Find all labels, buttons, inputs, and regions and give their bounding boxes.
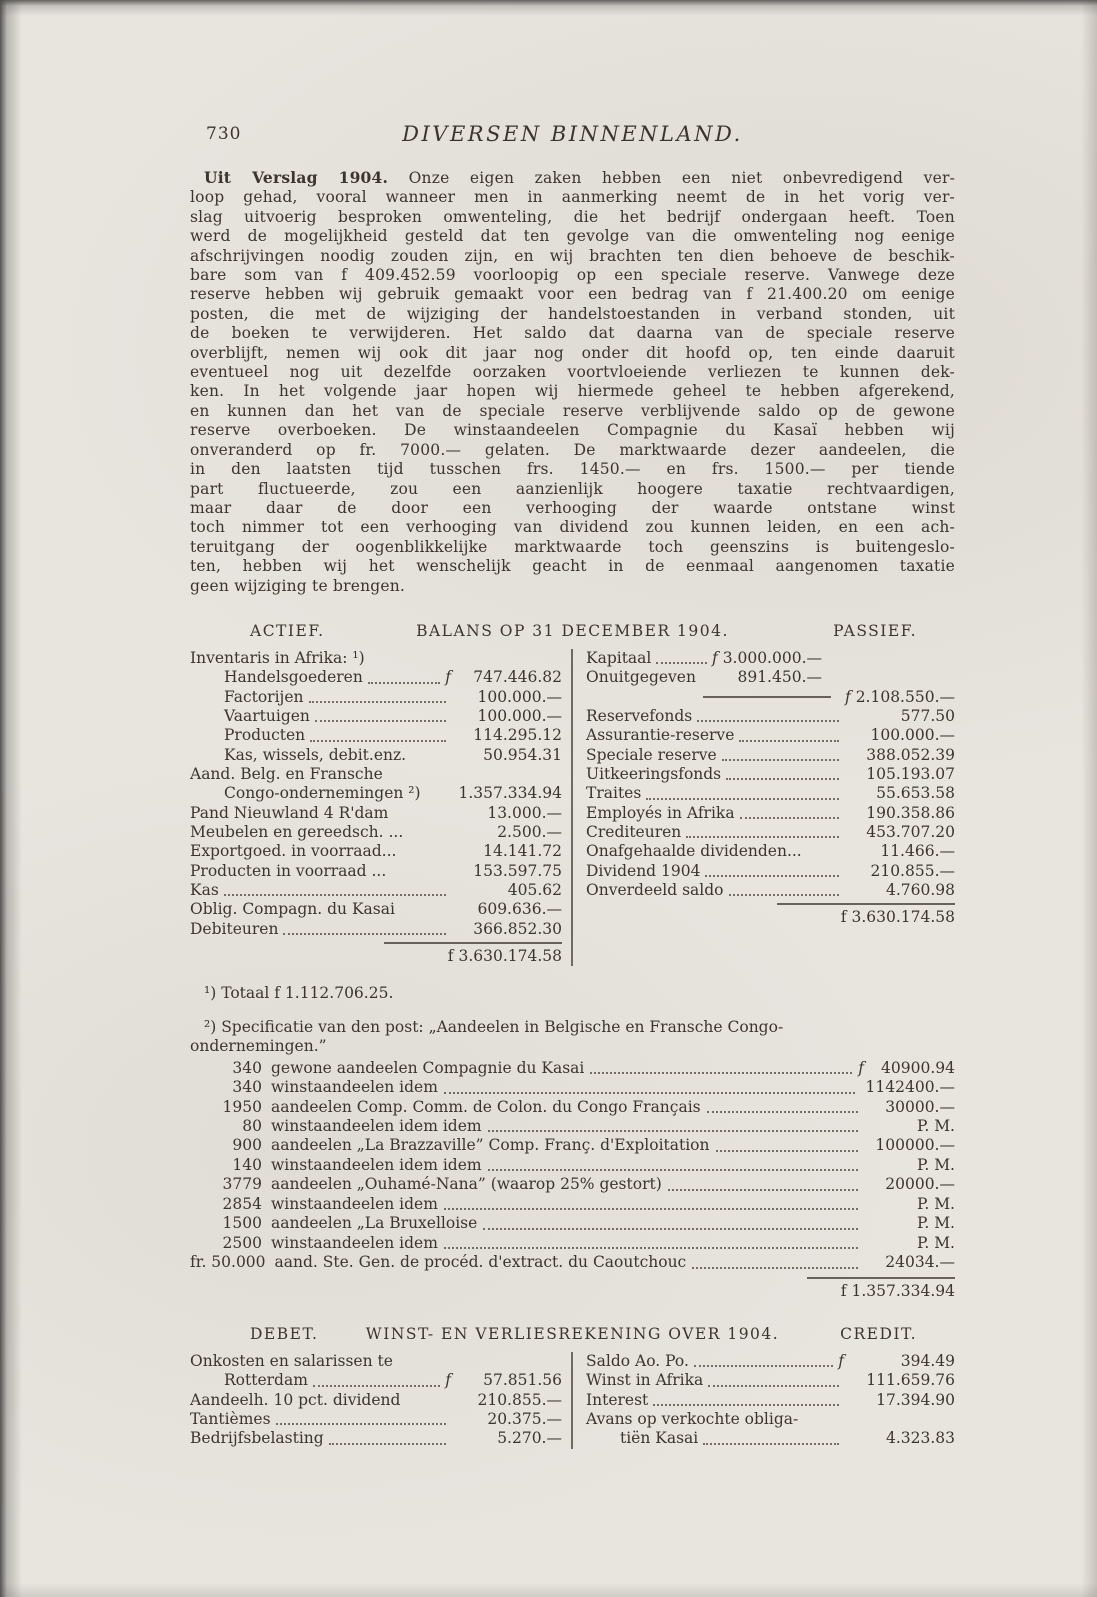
row-amount: 388.052.39 [866, 745, 955, 764]
leader-dots [444, 1247, 858, 1249]
row-amount [456, 1352, 562, 1371]
leader-dots [488, 1130, 858, 1132]
report-line-text: eventueel nog uit dezelfde oorzaken voortvloeiende verliezen te kunnen dek- [190, 363, 955, 382]
row-label: Pand Nieuwland 4 R'dam [190, 803, 389, 822]
credit-label: CREDIT. [840, 1325, 917, 1344]
credit-rows [586, 1352, 955, 1449]
row-label: Winst in Afrika [586, 1371, 704, 1390]
spec-label: aand. Ste. Gen. de procéd. d'extract. du Caoutchouc [274, 1253, 687, 1272]
row-label: Avans op verkochte obliga- [586, 1410, 799, 1429]
report-line [190, 208, 955, 227]
row-label: Reservefonds [586, 706, 693, 725]
report-line-text: onveranderd op fr. 7000.— gelaten. De marktwaarde dezer aandeelen, die [190, 440, 955, 459]
report-line-text: teruitgang der oogenblikkelijke marktwaarde toch geenszins is buitengeslo- [190, 537, 955, 556]
leader-dots [722, 759, 839, 761]
report-line [190, 324, 955, 343]
leader-dots [686, 836, 839, 838]
report-line [190, 382, 955, 401]
report-line [190, 247, 955, 266]
leader-dots [309, 701, 446, 703]
row-amount: 4.323.83 [885, 1429, 955, 1448]
spec-row [190, 1156, 955, 1175]
pnl-sheet [190, 1325, 955, 1449]
spec-amount: P. M. [917, 1155, 955, 1174]
balance-row [190, 862, 562, 881]
report-line-text: werd de mogelijkheid gesteld dat ten gevolge van die omwenteling nog eenige [190, 227, 955, 246]
report-first-line-text: Onze eigen zaken hebben een niet onbevredigend ver- [388, 169, 956, 187]
report-line [190, 227, 955, 246]
specification-total: f 1.357.334.94 [807, 1277, 955, 1301]
row-amount: 747.446.82 [473, 668, 562, 687]
row-label: Inventaris in Afrika: ¹) [190, 648, 365, 667]
spec-amount: 40900.94 [881, 1058, 955, 1077]
spec-qty: 140 [232, 1155, 262, 1174]
pnl-header [190, 1325, 955, 1345]
row-label: Exportgoed. in voorraad... [190, 842, 397, 861]
report-line-text: toch nimmer tot een verhooging van dividend zou kunnen leiden, en een ach- [190, 518, 955, 537]
leader-dots [488, 1169, 858, 1171]
balance-sheet [190, 622, 955, 967]
leader-dots [707, 1111, 858, 1113]
leader-dots [411, 759, 446, 761]
spec-label: gewone aandeelen Compagnie du Kasai [271, 1058, 585, 1077]
row-amount: 453.707.20 [866, 823, 955, 842]
spec-amount: 30000.— [885, 1097, 955, 1116]
florin-sign: f [838, 1352, 844, 1371]
row-label: Kas [190, 881, 219, 900]
row-amount: 3.000.000.— [722, 648, 822, 667]
report-line-text: part fluctueerde, zou een aanzienlijk hoogere taxatie rechtvaardigen, [190, 479, 955, 498]
row-label: Oblig. Compagn. du Kasai [190, 900, 395, 919]
spec-label: aandeelen Comp. Comm. de Colon. du Congo Français [271, 1097, 701, 1116]
leader-dots [444, 1208, 858, 1210]
debet-column [190, 1352, 573, 1449]
leader-dots [370, 662, 446, 664]
leader-dots [726, 778, 839, 780]
leader-dots [656, 662, 707, 664]
balans-title: BALANS OP 31 DECEMBER 1904. [416, 621, 729, 640]
leader-dots [393, 817, 446, 819]
spec-qty: 80 [242, 1117, 262, 1136]
row-label: Speciale reserve [586, 745, 717, 764]
leader-dots [716, 1150, 859, 1152]
passief-rows [586, 649, 955, 900]
leader-dots [401, 856, 446, 858]
report-line [190, 402, 955, 421]
row-amount: 4.760.98 [885, 881, 955, 900]
actief-total-row [190, 942, 562, 966]
report-line [190, 538, 955, 557]
leader-dots [694, 1365, 833, 1367]
passief-label: PASSIEF. [833, 621, 917, 640]
row-amount [456, 765, 562, 784]
row-label: Kas, wissels, debit.enz. [224, 745, 407, 764]
leader-dots [668, 1189, 858, 1191]
leader-dots [692, 1267, 858, 1269]
row-label: Employés in Afrika [586, 803, 735, 822]
report-line-text: in den laatsten tijd tusschen frs. 1450.— en frs. 1500.— per tiende [190, 460, 955, 479]
balance-row [190, 784, 562, 803]
report-line [190, 188, 955, 207]
florin-sign: f [445, 668, 451, 687]
balance-row [190, 746, 562, 765]
spec-qty: fr. 50.000 [190, 1253, 266, 1272]
actief-column [190, 649, 573, 967]
spec-qty: 1500 [222, 1214, 262, 1233]
row-label: Traites [586, 784, 642, 803]
row-label: Tantièmes [190, 1410, 271, 1429]
balance-row [586, 746, 955, 765]
row-amount: 14.141.72 [483, 842, 562, 861]
credit-column [573, 1352, 955, 1449]
pnl-row [190, 1371, 562, 1390]
balance-row [190, 688, 562, 707]
balance-row [190, 649, 562, 668]
balance-row [586, 784, 955, 803]
leader-dots [224, 894, 446, 896]
leader-dots [703, 1443, 839, 1445]
leader-dots [653, 1404, 839, 1406]
row-amount: 891.450.— [737, 668, 822, 687]
row-amount: 210.855.— [870, 861, 955, 880]
balance-row [586, 707, 955, 726]
row-amount: 13.000.— [487, 803, 562, 822]
report-paragraph [190, 168, 955, 596]
spec-row [190, 1253, 955, 1272]
row-amount: 17.394.90 [876, 1390, 955, 1409]
page-content [190, 0, 955, 1449]
passief-total: f 3.630.174.58 [777, 903, 955, 927]
row-label: Saldo Ao. Po. [586, 1352, 689, 1371]
balance-row [190, 668, 562, 687]
row-amount: 20.375.— [487, 1410, 562, 1429]
footnote-specificatie-line2: ondernemingen.” [190, 1037, 327, 1056]
leader-dots [315, 720, 446, 722]
leader-dots [368, 682, 440, 684]
row-label: Meubelen en gereedsch. ... [190, 823, 404, 842]
row-label: Kapitaal [586, 648, 652, 667]
row-amount: 100.000.— [477, 687, 562, 706]
balance-row [190, 881, 562, 900]
report-line-text: geen wijziging te brengen. [190, 576, 406, 595]
report-line-text: slag uitvoerig besproken omwenteling, die het bedrijf ondergaan heeft. Toen [190, 207, 955, 226]
balance-row [586, 649, 955, 668]
spec-label: aandeelen „La Brazzaville” Comp. Franç. d'Exploitation [271, 1136, 710, 1155]
balance-row [190, 823, 562, 842]
spec-qty: 2500 [222, 1233, 262, 1252]
spec-label: aandeelen „La Bruxelloise [271, 1214, 478, 1233]
report-line [190, 285, 955, 304]
sum-rule [703, 696, 831, 698]
passief-total-row [586, 903, 955, 927]
row-amount: 5.270.— [497, 1429, 562, 1448]
row-amount: 100.000.— [477, 706, 562, 725]
row-label: Aandeelh. 10 pct. dividend [190, 1390, 401, 1409]
balance-row [586, 726, 955, 745]
report-line [190, 499, 955, 518]
row-label: Producten in voorraad ... [190, 861, 387, 880]
report-line-text: posten, die met de wijziging der handelstoestanden in verband stonden, uit [190, 304, 955, 323]
spec-row [190, 1175, 955, 1194]
leader-dots [444, 1092, 855, 1094]
report-line [190, 518, 955, 537]
spec-amount: 20000.— [885, 1175, 955, 1194]
report-line-text: maar daar de door een verhooging der waarde ontstane winst [190, 498, 955, 517]
pnl-title: WINST- EN VERLIESREKENING OVER 1904. [365, 1325, 780, 1344]
row-amount: 114.295.12 [473, 726, 562, 745]
balance-row [586, 668, 955, 687]
footnote-specificatie [190, 1018, 955, 1057]
balance-table [190, 649, 955, 967]
leader-dots [705, 875, 839, 877]
leader-dots [283, 933, 446, 935]
balance-row [190, 726, 562, 745]
spec-amount: P. M. [917, 1233, 955, 1252]
balance-header [190, 622, 955, 642]
row-label: Bedrijfsbelasting [190, 1429, 324, 1448]
footnote-specificatie-line1: ²) Specificatie van den post: „Aandeelen in Belgische en Fransche Congo- [204, 1017, 784, 1036]
report-line [190, 363, 955, 382]
row-amount: 1.357.334.94 [458, 784, 562, 803]
row-amount: 11.466.— [880, 842, 955, 861]
row-amount: 111.659.76 [866, 1371, 955, 1390]
balance-row [190, 707, 562, 726]
report-line [190, 421, 955, 440]
leader-dots [697, 720, 839, 722]
leader-dots [408, 836, 446, 838]
row-label: Producten [224, 726, 306, 745]
row-label: Factorijen [224, 687, 304, 706]
report-line [190, 344, 955, 363]
balance-row [586, 804, 955, 823]
row-label: Debiteuren [190, 919, 279, 938]
florin-sign: f [711, 648, 718, 667]
row-label: Assurantie-reserve [586, 726, 735, 745]
leader-dots [740, 817, 839, 819]
leader-dots [310, 740, 446, 742]
pnl-row [190, 1391, 562, 1410]
row-amount: 55.653.58 [876, 784, 955, 803]
spec-qty: 1950 [222, 1097, 262, 1116]
pnl-row [586, 1371, 955, 1390]
row-amount: 366.852.30 [473, 919, 562, 938]
report-line-text: de boeken te verwijderen. Het saldo dat daarna van de speciale reserve [190, 324, 955, 343]
leader-dots [398, 1365, 446, 1367]
row-label: Interest [586, 1390, 649, 1409]
leader-dots [388, 778, 446, 780]
leader-dots [701, 682, 728, 684]
leader-dots [483, 1228, 858, 1230]
report-line-text: en kunnen dan het van de speciale reserve verblijvende saldo op de gewone [190, 401, 955, 420]
spec-row [190, 1059, 955, 1078]
pnl-row [586, 1410, 955, 1429]
spec-amount: P. M. [917, 1117, 955, 1136]
report-line-text: loop gehad, vooral wanneer men in aanmerking neemt de in het vorig ver- [190, 188, 955, 207]
spec-amount: 1142400.— [865, 1078, 955, 1097]
row-label: Crediteuren [586, 823, 682, 842]
spec-row [190, 1078, 955, 1097]
pnl-row [586, 1391, 955, 1410]
report-line-text: reserve overboeken. De winstaandeelen Compagnie du Kasaï hebben wij [190, 421, 955, 440]
spec-amount: 100000.— [875, 1136, 955, 1155]
row-label: Onkosten en salarissen te [190, 1352, 393, 1371]
spec-label: winstaandeelen idem [271, 1194, 438, 1213]
specification-total-row [190, 1277, 955, 1301]
florin-sign: f [858, 1058, 864, 1077]
spec-row [190, 1136, 955, 1155]
florin-sign: f [445, 1371, 451, 1390]
spec-row [190, 1234, 955, 1253]
report-line-text: ken. In het volgende jaar hopen wij hiermede geheel te hebben afgerekend, [190, 382, 955, 401]
report-line-text: bare som van f 409.452.59 voorloopig op een speciale reserve. Vanwege deze [190, 266, 955, 285]
leader-dots [276, 1423, 446, 1425]
leader-dots [426, 798, 446, 800]
page-number: 730 [206, 124, 242, 144]
row-amount: 2.108.550.— [855, 687, 955, 706]
row-amount: 190.358.86 [866, 803, 955, 822]
balance-row [586, 688, 955, 707]
balance-row [586, 823, 955, 842]
debet-label: DEBET. [250, 1325, 319, 1344]
row-amount: 105.193.07 [866, 765, 955, 783]
row-amount: 153.597.75 [473, 861, 562, 880]
report-line-text: overblijft, nemen wij ook dit jaar nog onder dit hoofd op, ten einde daaruit [190, 343, 955, 362]
spec-row [190, 1098, 955, 1117]
balance-row [586, 881, 955, 900]
leader-dots [708, 1385, 839, 1387]
spec-qty: 340 [232, 1078, 262, 1097]
row-label: tiën Kasai [620, 1429, 699, 1448]
spec-row [190, 1214, 955, 1233]
leader-dots [590, 1072, 852, 1074]
pnl-row [586, 1429, 955, 1448]
spec-amount: P. M. [917, 1194, 955, 1213]
row-amount: 405.62 [507, 881, 562, 900]
row-amount: 50.954.31 [483, 745, 562, 764]
spec-qty: 3779 [222, 1175, 262, 1194]
row-label: Onverdeeld saldo [586, 881, 724, 900]
page-title: DIVERSEN BINNENLAND. [402, 122, 743, 146]
report-lead: Uit Verslag 1904. [204, 168, 389, 187]
debet-rows [190, 1352, 562, 1449]
florin-sign: f [844, 687, 851, 706]
report-line-text: ten, hebben wij het wenschelijk geacht in de eenmaal aangenomen taxatie [190, 557, 955, 576]
spec-amount: 24034.— [885, 1253, 955, 1272]
row-label: Rotterdam [224, 1371, 308, 1390]
row-amount: 210.855.— [477, 1390, 562, 1409]
row-label: Vaartuigen [224, 706, 310, 725]
balance-row [190, 765, 562, 784]
row-amount: 100.000.— [870, 726, 955, 745]
leader-dots [646, 798, 839, 800]
spec-qty: 900 [232, 1136, 262, 1155]
leader-dots [400, 914, 446, 916]
report-first-line [190, 168, 955, 188]
leader-dots [729, 894, 839, 896]
leader-dots [803, 1423, 839, 1425]
report-line [190, 266, 955, 285]
report-line [190, 460, 955, 479]
report-line-text: afschrijvingen noodig zouden zijn, en wij brachten ten dien behoeve de beschik- [190, 246, 955, 265]
spec-row [190, 1117, 955, 1136]
report-line-text: reserve hebben wij gebruik gemaakt voor een bedrag van f 21.400.20 om eenige [190, 285, 955, 304]
report-line [190, 557, 955, 576]
spec-label: winstaandeelen idem idem [271, 1155, 482, 1174]
spec-qty: 340 [232, 1058, 262, 1077]
row-label: Aand. Belg. en Fransche [190, 765, 383, 783]
row-amount: 57.851.56 [483, 1371, 562, 1390]
pnl-table [190, 1352, 955, 1449]
balance-row [586, 765, 955, 784]
specification-list [190, 1059, 955, 1273]
row-amount [849, 1410, 955, 1429]
report-line [190, 305, 955, 324]
report-line [190, 577, 955, 596]
row-amount: 2.500.— [497, 823, 562, 842]
row-label: Uitkeeringsfonds [586, 765, 722, 783]
pnl-row [586, 1352, 955, 1371]
row-amount: 394.49 [900, 1352, 955, 1371]
pnl-row [190, 1429, 562, 1448]
balance-row [586, 862, 955, 881]
balance-row [190, 842, 562, 861]
balance-row [190, 920, 562, 939]
footnote-totaal: ¹) Totaal f 1.112.706.25. [204, 984, 394, 1003]
spec-row [190, 1195, 955, 1214]
leader-dots [739, 740, 839, 742]
row-amount: 609.636.— [477, 900, 562, 919]
spec-amount: P. M. [917, 1214, 955, 1233]
leader-dots [329, 1443, 446, 1445]
row-label: Handelsgoederen [224, 668, 363, 687]
report-line [190, 480, 955, 499]
spec-label: winstaandeelen idem [271, 1233, 438, 1252]
leader-dots [391, 875, 446, 877]
balance-row [586, 842, 955, 861]
leader-dots [807, 856, 839, 858]
spec-label: aandeelen „Ouhamé-Nana” (waarop 25% gestort) [271, 1175, 662, 1194]
row-label: Congo-ondernemingen ²) [224, 784, 421, 803]
report-line [190, 441, 955, 460]
page-header [190, 122, 955, 148]
row-label: Dividend 1904 [586, 861, 701, 880]
balance-row [190, 900, 562, 919]
spec-label: winstaandeelen idem idem [271, 1117, 482, 1136]
pnl-row [190, 1410, 562, 1429]
leader-dots [313, 1385, 440, 1387]
row-label: Onafgehaalde dividenden... [586, 842, 802, 861]
passief-column [573, 649, 955, 967]
spec-label: winstaandeelen idem [271, 1078, 438, 1097]
spec-qty: 2854 [222, 1194, 262, 1213]
actief-rows [190, 649, 562, 939]
row-amount: 577.50 [900, 706, 955, 725]
pnl-row [190, 1352, 562, 1371]
actief-label: ACTIEF. [250, 621, 325, 640]
leader-dots [405, 1404, 446, 1406]
row-label: Onuitgegeven [586, 668, 696, 687]
row-amount [456, 649, 562, 668]
balance-row [190, 804, 562, 823]
actief-total: f 3.630.174.58 [384, 942, 562, 966]
